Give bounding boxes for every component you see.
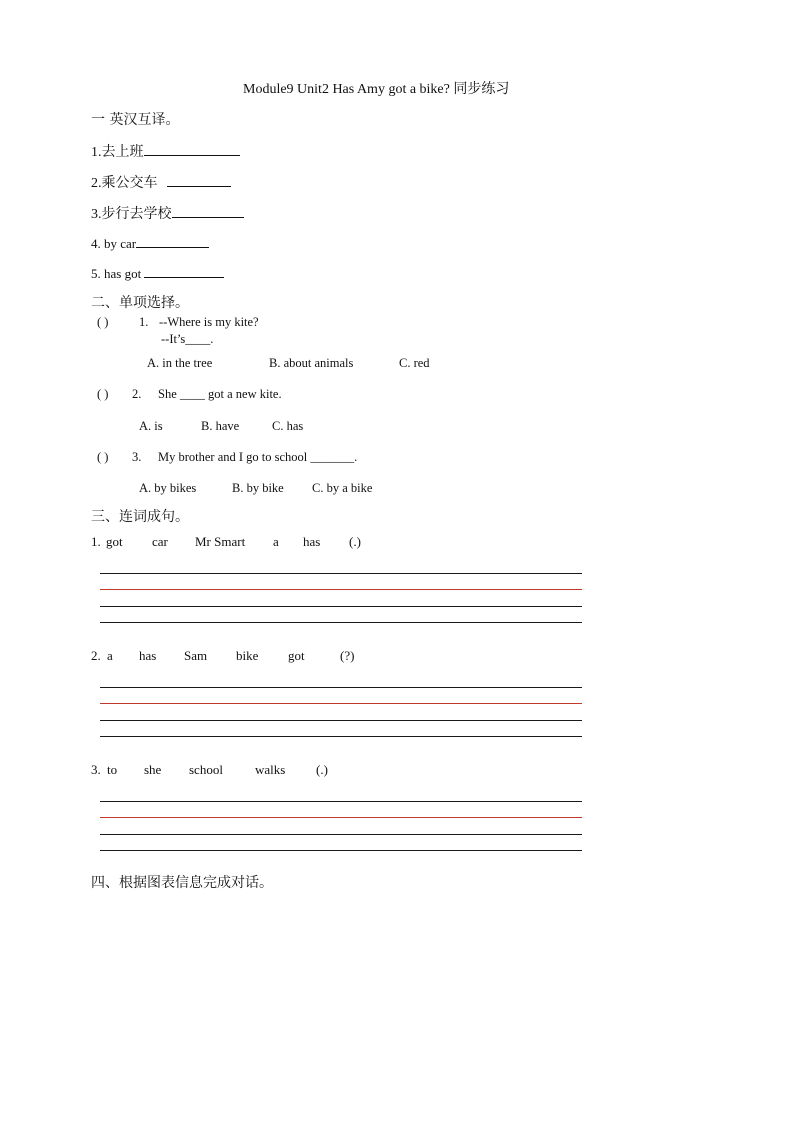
scrambled-word: a — [107, 648, 113, 663]
writing-line[interactable] — [100, 606, 582, 607]
scrambled-word: has — [139, 648, 157, 663]
writing-line[interactable] — [100, 622, 582, 623]
item-text: 乘公交车 — [101, 175, 158, 191]
scrambled-word: bike — [236, 648, 259, 663]
answer-blank[interactable] — [136, 235, 209, 248]
question-text: My brother and I go to school _______. — [158, 450, 358, 464]
answer-paren[interactable]: ( ) — [97, 387, 109, 401]
item-number: 3. — [91, 207, 102, 222]
writing-line[interactable] — [100, 834, 582, 835]
option-c: C. has — [272, 419, 304, 433]
item-text: 步行去学校 — [101, 206, 172, 222]
section4-heading: 四、根据图表信息完成对话。 — [91, 875, 273, 891]
scrambled-word: to — [107, 762, 118, 777]
page-title: Module9 Unit2 Has Amy got a bike? 同步练习 — [243, 82, 510, 97]
item-number: 4. — [91, 236, 101, 251]
answer-paren[interactable]: ( ) — [97, 315, 109, 329]
writing-line[interactable] — [100, 573, 582, 574]
question-text: She ____ got a new kite. — [158, 387, 282, 401]
scrambled-word: Sam — [184, 648, 208, 663]
answer-blank[interactable] — [167, 174, 231, 187]
item-text: 去上班 — [101, 144, 144, 160]
scrambled-word: has — [303, 534, 321, 549]
scrambled-word: (.) — [316, 762, 328, 777]
writing-line[interactable] — [100, 850, 582, 851]
scrambled-word: car — [152, 534, 168, 549]
scrambled-word: walks — [255, 762, 286, 777]
section1-heading: 一 英汉互译。 — [91, 112, 180, 128]
writing-line[interactable] — [100, 687, 582, 688]
item-number: 1. — [91, 145, 102, 160]
section1-item-5 — [91, 265, 224, 282]
item-number: 2. — [91, 648, 101, 663]
scrambled-word: school — [189, 762, 223, 777]
item-number: 3. — [91, 762, 101, 777]
question-number: 3. — [132, 450, 142, 464]
question-line: --Where is my kite? — [159, 315, 259, 329]
option-a: A. in the tree — [147, 356, 213, 370]
writing-line[interactable] — [100, 720, 582, 721]
question-number: 1. — [139, 315, 149, 329]
writing-line-red[interactable] — [100, 817, 582, 818]
item-number: 5. — [91, 266, 101, 281]
scrambled-word: (.) — [349, 534, 361, 549]
option-c: C. red — [399, 356, 430, 370]
section1-item-2 — [91, 172, 231, 192]
option-b: B. have — [201, 419, 240, 433]
scrambled-word: she — [144, 762, 162, 777]
answer-blank[interactable] — [144, 265, 224, 278]
writing-line[interactable] — [100, 801, 582, 802]
item-number: 2. — [91, 176, 102, 191]
option-a: A. by bikes — [139, 481, 197, 495]
answer-blank[interactable] — [172, 205, 244, 218]
scrambled-word: Mr Smart — [195, 534, 246, 549]
scrambled-word: a — [273, 534, 279, 549]
section1-item-4 — [91, 235, 209, 252]
scrambled-word: got — [288, 648, 305, 663]
option-a: A. is — [139, 419, 163, 433]
scrambled-word: got — [106, 534, 123, 549]
scrambled-word: (?) — [340, 648, 355, 663]
question-line: --It’s____. — [161, 332, 214, 346]
question-number: 2. — [132, 387, 142, 401]
writing-line-red[interactable] — [100, 589, 582, 590]
writing-line-red[interactable] — [100, 703, 582, 704]
writing-line[interactable] — [100, 736, 582, 737]
option-c: C. by a bike — [312, 481, 373, 495]
option-b: B. about animals — [269, 356, 354, 370]
section3-heading: 三、连词成句。 — [91, 509, 189, 525]
answer-paren[interactable]: ( ) — [97, 450, 109, 464]
item-text: by car — [104, 236, 137, 251]
section1-item-1 — [91, 141, 240, 161]
item-text: has got — [104, 266, 142, 281]
option-b: B. by bike — [232, 481, 284, 495]
answer-blank[interactable] — [144, 143, 240, 156]
section1-item-3 — [91, 203, 244, 223]
item-number: 1. — [91, 534, 101, 549]
section2-heading: 二、单项选择。 — [91, 295, 189, 311]
